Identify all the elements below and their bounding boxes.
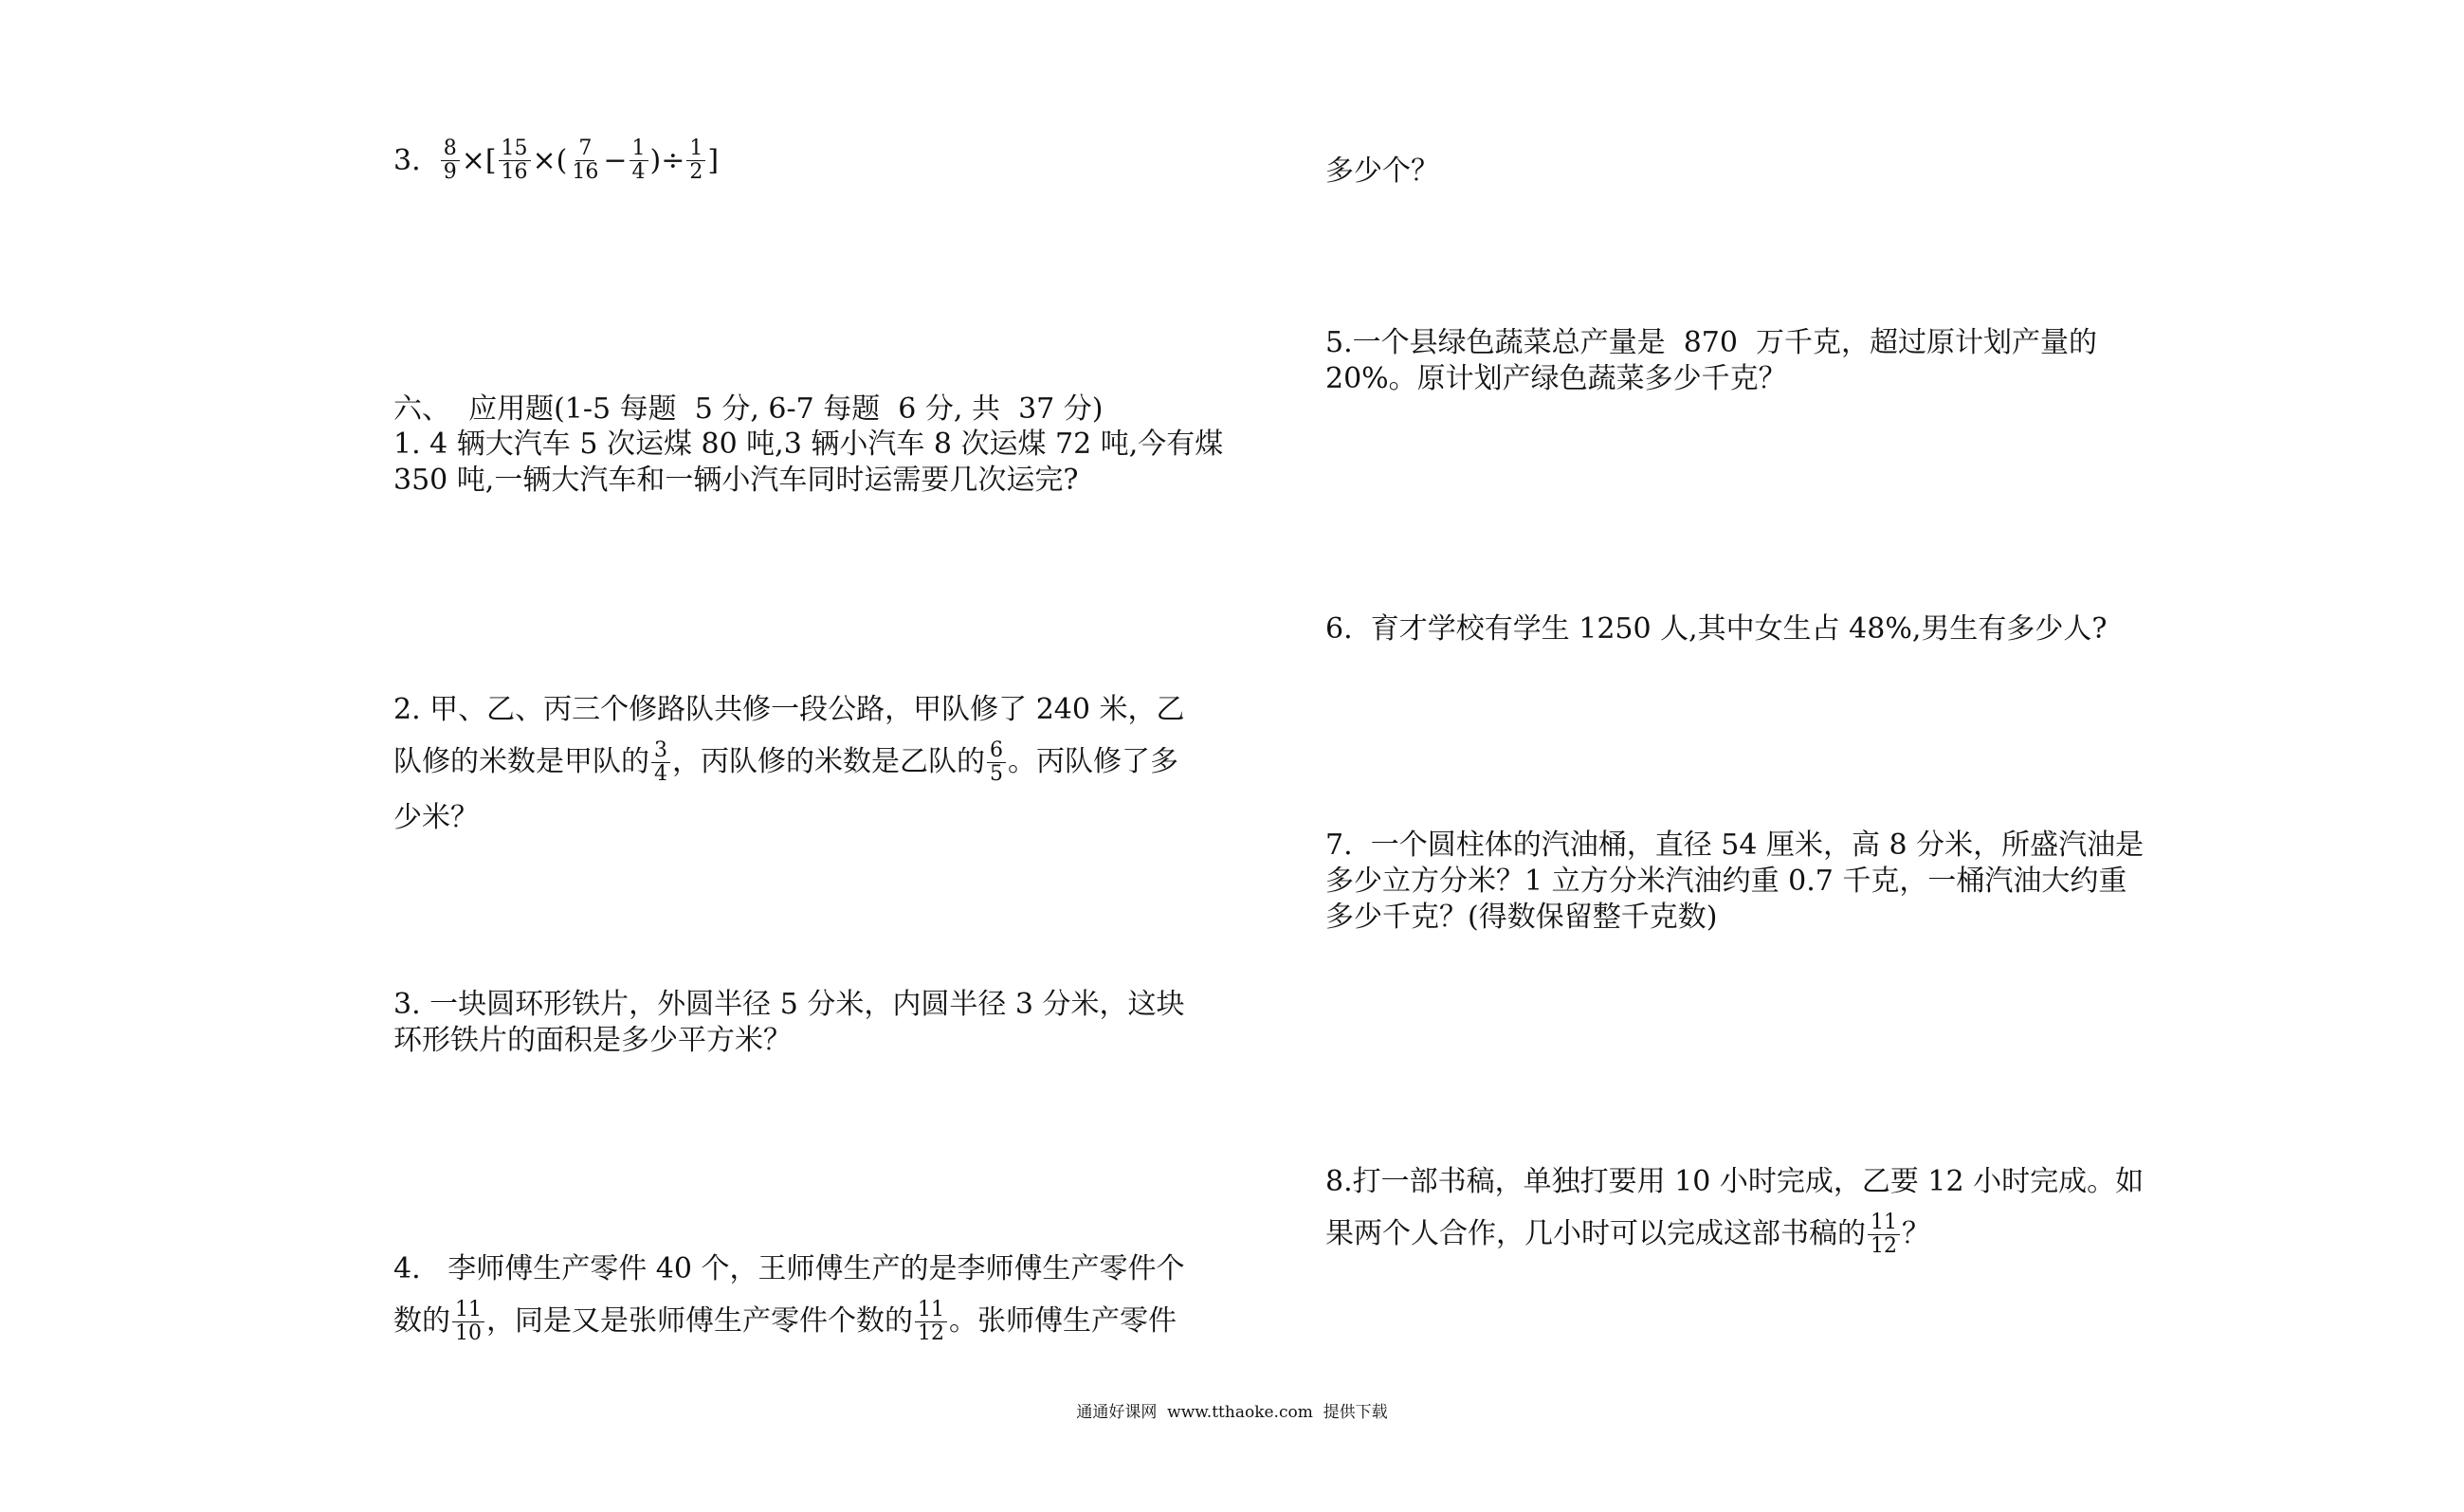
question-2: 2. 甲、乙、丙三个修路队共修一段公路，甲队修了 240 米，乙 队修的米数是甲队的 $\frac{3}{4}$ ，丙队修的米数是乙队的 $\frac{6}{5}$ 。丙队修了多 少米？ [393,692,1266,836]
question-5: 5.一个县绿色蔬菜总产量是 870 万千克，超过原计划产量的 20%。原计划产绿色蔬菜多少千克？ [1325,326,2098,395]
fraction: $\frac{1}{4}$ [630,137,648,184]
question-8-line-2: 果两个人合作，几小时可以完成这部书稿的 $\frac{11}{12}$ ？ [1325,1210,1930,1258]
fraction: $\frac{8}{9}$ [441,137,460,184]
question-8: 8.打一部书稿，单独打要用 10 小时完成，乙要 12 小时完成。如 果两个人合作，几小时可以完成这部书稿的 $\frac{11}{12}$ ？ [1325,1164,2198,1268]
problem-number: 3. [393,144,421,177]
calc-problem-3 [393,137,1266,184]
operator: )÷ [649,144,685,177]
fraction: $\frac{3}{4}$ [651,739,670,786]
section-title: 六、 应用题(1-5 每题 5 分, 6-7 每题 6 分, 共 37 分) [393,392,1104,426]
fraction: $\frac{11}{12}$ [1868,1211,1900,1258]
question-4: 4. 李师傅生产零件 40 个，王师傅生产的是李师傅生产零件个 数的 $\frac{11}{10}$ ，同是又是张师傅生产零件个数的 $\frac{11}{12}$ 。张师傅生产零件 [393,1251,1266,1356]
fraction: $\frac{11}{12}$ [915,1299,947,1345]
page-footer: 通通好课网 www.tthaoke.com 提供下载 [1076,1403,1388,1422]
fraction: $\frac{7}{16}$ [572,137,599,184]
fraction: $\frac{15}{16}$ [499,137,531,184]
question-6: 6. 育才学校有学生 1250 人,其中女生占 48%,男生有多少人? [1325,612,2108,646]
question-1: 1. 4 辆大汽车 5 次运煤 80 吨,3 辆小汽车 8 次运煤 72 吨,今有煤 350 吨,一辆大汽车和一辆小汽车同时运需要几次运完? [393,428,1224,497]
fraction: $\frac{11}{10}$ [452,1299,484,1345]
question-4-continued: 多少个？ [1325,155,1439,188]
operator: ×[ [461,144,497,177]
question-7: 7. 一个圆柱体的汽油桶，直径 54 厘米，高 8 分米，所盛汽油是 多少立方分米？1 立方分米汽油约重 0.7 千克，一桶汽油大约重 多少千克？(得数保留整千克数) [1325,829,2145,934]
fraction: $\frac{6}{5}$ [987,739,1006,786]
operator: − [603,144,628,177]
question-3: 3. 一块圆环形铁片，外圆半径 5 分米，内圆半径 3 分米，这块 环形铁片的面积是多少平方米？ [393,988,1185,1057]
fraction: $\frac{1}{2}$ [686,137,705,184]
question-4-line-2: 数的 $\frac{11}{10}$ ，同是又是张师傅生产零件个数的 $\frac{11}{12}$ 。张师傅生产零件 [393,1297,1177,1345]
operator: ×( [532,144,568,177]
operator: ] [707,144,720,177]
question-2-line-2: 队修的米数是甲队的 $\frac{3}{4}$ ，丙队修的米数是乙队的 $\frac{6}{5}$ 。丙队修了多 [393,738,1178,786]
